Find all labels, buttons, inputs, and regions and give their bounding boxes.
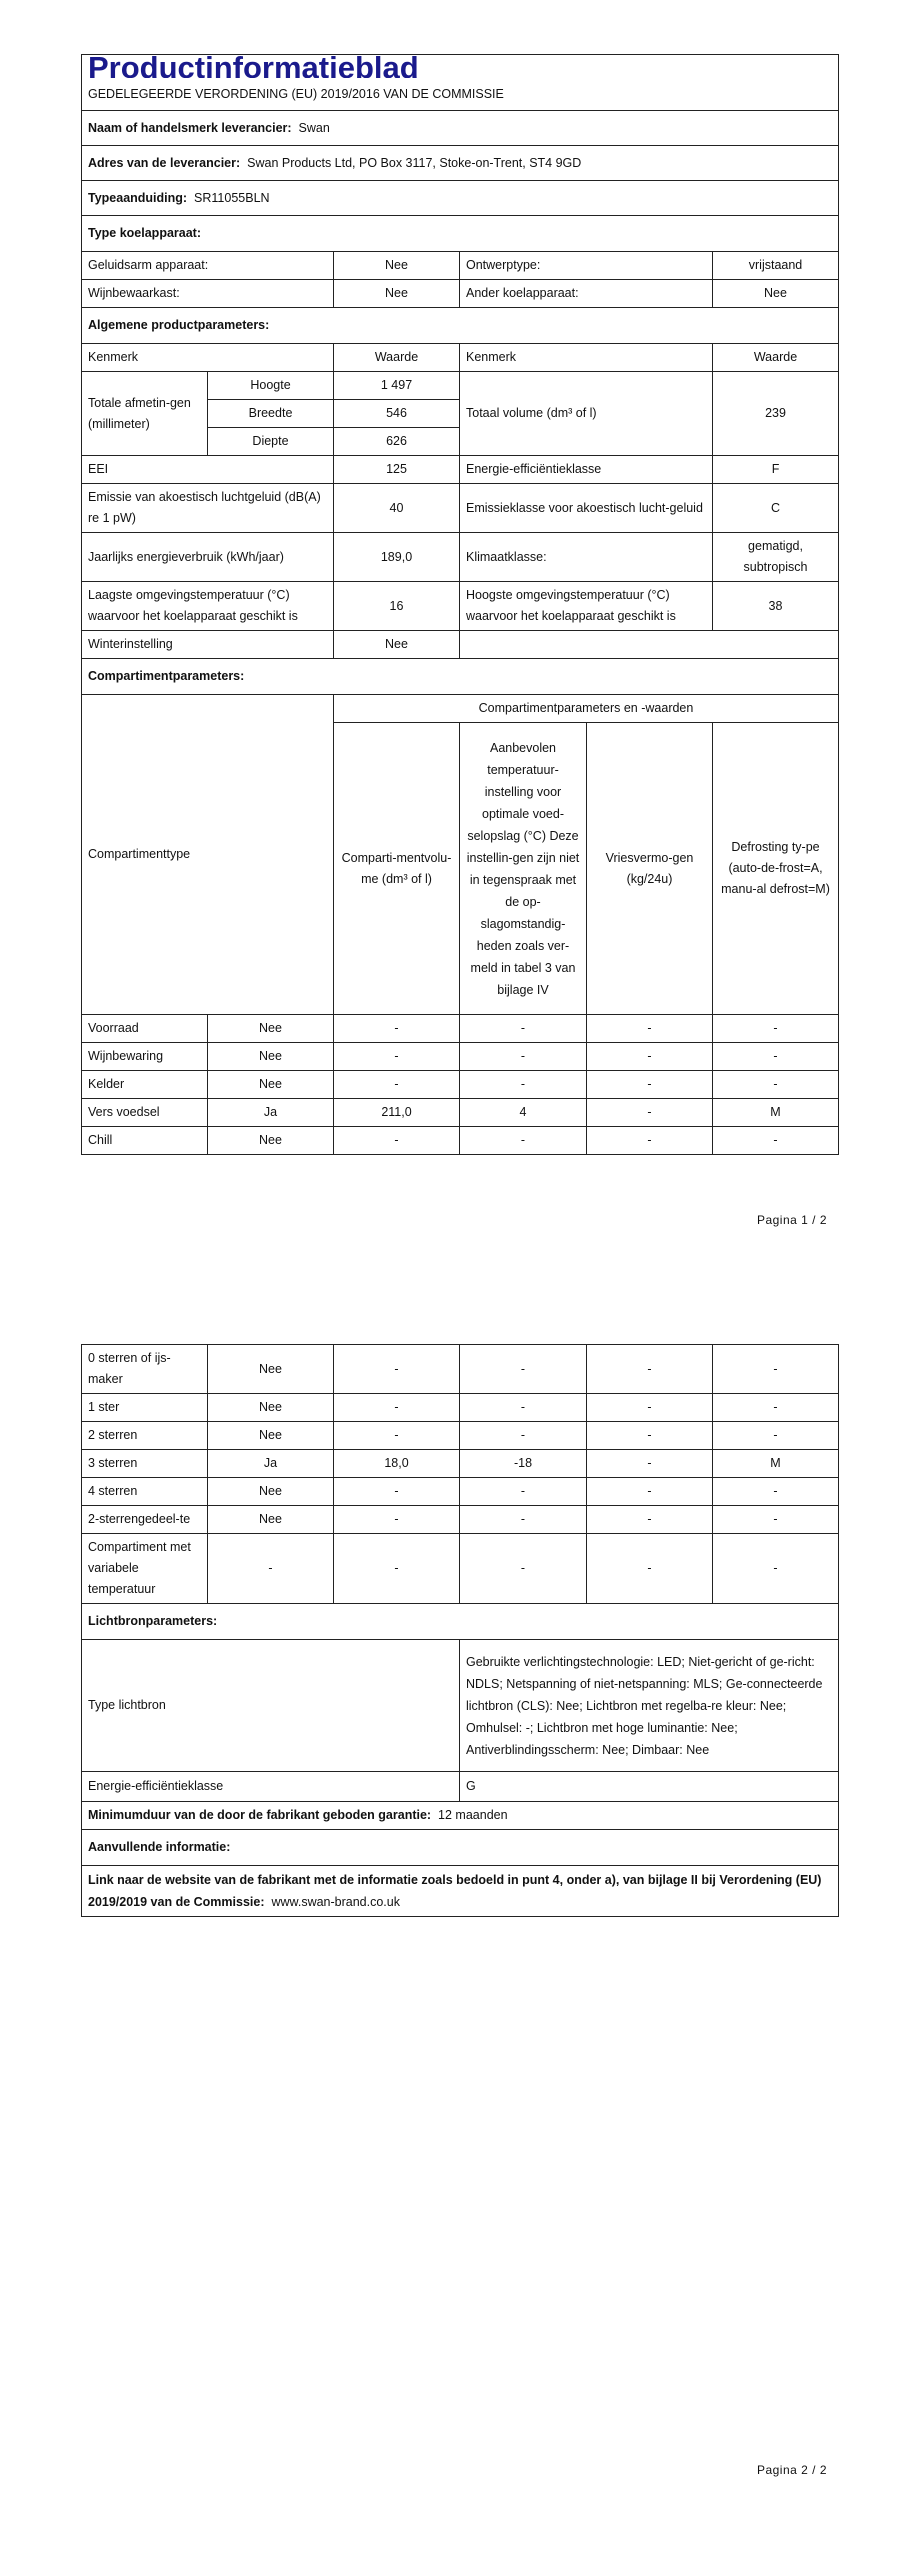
supplier-name-label: Naam of handelsmerk leverancier:: [88, 120, 292, 135]
compartment-type: 2-sterrengedeel-te: [82, 1506, 208, 1534]
compartment-defrost: -: [713, 1422, 839, 1450]
max-temp-label: Hoogste omgevingstemperatuur (°C) waarvoor het koelapparaat geschikt is: [460, 582, 713, 631]
width-label: Breedte: [208, 400, 334, 428]
annual-energy-value: 189,0: [334, 533, 460, 582]
dimensions-label: Totale afmetin-gen (millimeter): [82, 372, 208, 456]
compartment-freeze: -: [587, 1506, 713, 1534]
other-appliance-value: Nee: [713, 280, 839, 308]
appliance-type-row: [82, 252, 839, 280]
page-number: Pagina 2 / 2: [756, 2463, 827, 2477]
product-info-table-page-2: [81, 1344, 839, 1917]
col-header-recommended-temp: Aanbevolen temperatuur-instelling voor optimale voed-selopslag (°C) Deze instellin-gen zijn niet in tegenspraak met de op-slagomstandig-heden zoals ver-meld in tabel 3 van bijlage IV: [460, 723, 587, 1015]
table-row: [82, 1422, 839, 1450]
compartment-defrost: -: [713, 1506, 839, 1534]
width-value: 546: [334, 400, 460, 428]
compartment-defrost: -: [713, 1345, 839, 1394]
low-noise-value: Nee: [334, 252, 460, 280]
compartment-params-heading: Compartimentparameters:: [82, 659, 839, 695]
regulation-subtitle: GEDELEGEERDE VERORDENING (EU) 2019/2016 VAN DE COMMISSIE: [82, 78, 839, 111]
manufacturer-link-row: [82, 1866, 839, 1917]
max-temp-value: 38: [713, 582, 839, 631]
annual-energy-label: Jaarlijks energieverbruik (kWh/jaar): [82, 533, 334, 582]
compartment-present: Nee: [208, 1478, 334, 1506]
compartment-temp: -: [460, 1534, 587, 1604]
compartment-defrost: -: [713, 1534, 839, 1604]
col-header-waarde-2: Waarde: [713, 344, 839, 372]
compartment-present: Nee: [208, 1043, 334, 1071]
compartment-present: Nee: [208, 1422, 334, 1450]
wine-cabinet-label: Wijnbewaarkast:: [82, 280, 334, 308]
page-number: Pagina 1 / 2: [756, 1213, 827, 1227]
min-temp-label: Laagste omgevingstemperatuur (°C) waarvoor het koelapparaat geschikt is: [82, 582, 334, 631]
compartment-temp: -: [460, 1422, 587, 1450]
manufacturer-link[interactable]: www.swan-brand.co.uk: [271, 1895, 400, 1909]
table-row: [82, 1345, 839, 1394]
table-row: [82, 1478, 839, 1506]
table-row: [82, 1450, 839, 1478]
compartment-temp: -18: [460, 1450, 587, 1478]
compartment-present: Nee: [208, 1071, 334, 1099]
page-title: Productinformatieblad: [82, 55, 839, 79]
compartment-type: 4 sterren: [82, 1478, 208, 1506]
compartment-type: Chill: [82, 1127, 208, 1155]
appliance-type-heading: Type koelapparaat:: [82, 216, 839, 252]
compartment-volume: -: [334, 1506, 460, 1534]
compartment-type: Wijnbewaring: [82, 1043, 208, 1071]
height-label: Hoogte: [208, 372, 334, 400]
model-label: Typeaanduiding:: [88, 190, 188, 205]
col-header-waarde: Waarde: [334, 344, 460, 372]
supplier-address-label: Adres van de leverancier:: [88, 155, 241, 170]
supplier-address-value: Swan Products Ltd, PO Box 3117, Stoke-on-Trent, ST4 9GD: [247, 155, 582, 170]
compartment-type: Vers voedsel: [82, 1099, 208, 1127]
compartment-freeze: -: [587, 1127, 713, 1155]
design-type-label: Ontwerptype:: [460, 252, 713, 280]
empty-cell: [460, 631, 839, 659]
compartment-present: Nee: [208, 1015, 334, 1043]
energy-class-label: Energie-efficiëntieklasse: [460, 456, 713, 484]
compartment-freeze: -: [587, 1478, 713, 1506]
supplier-name-row: [82, 111, 839, 146]
additional-info-heading: Aanvullende informatie:: [82, 1830, 839, 1866]
warranty-value: 12 maanden: [438, 1808, 508, 1822]
compartment-type: Compartiment met variabele temperatuur: [82, 1534, 208, 1604]
page-2: [0, 1280, 905, 2560]
compartment-present: Nee: [208, 1345, 334, 1394]
compartment-freeze: -: [587, 1422, 713, 1450]
compartment-present: Ja: [208, 1450, 334, 1478]
supplier-address-row: [82, 146, 839, 181]
compartment-present: Nee: [208, 1394, 334, 1422]
col-header-volume: Comparti-mentvolu-me (dm³ of l): [334, 723, 460, 1015]
general-header-row: [82, 344, 839, 372]
noise-class-label: Emissieklasse voor akoestisch lucht-geluid: [460, 484, 713, 533]
compartment-defrost: -: [713, 1071, 839, 1099]
light-type-value: Gebruikte verlichtingstechnologie: LED; Niet-gericht of ge-richt: NDLS; Netspanning of niet-netspanning: MLS; Ge-connecteerde lichtbron (CLS): Nee; Lichtbron met regelba-re kleur: Nee; Omhulsel: -; Lichtbron met hoge luminantie: Nee; Antiverblindingsscherm: Nee; Dimbaar: Nee: [460, 1640, 839, 1772]
compartment-temp: -: [460, 1506, 587, 1534]
wine-cabinet-value: Nee: [334, 280, 460, 308]
compartment-type: 2 sterren: [82, 1422, 208, 1450]
light-class-label: Energie-efficiëntieklasse: [82, 1772, 460, 1802]
design-type-value: vrijstaand: [713, 252, 839, 280]
depth-label: Diepte: [208, 428, 334, 456]
compartment-volume: -: [334, 1345, 460, 1394]
low-noise-label: Geluidsarm apparaat:: [82, 252, 334, 280]
climate-class-label: Klimaatklasse:: [460, 533, 713, 582]
light-class-value: G: [460, 1772, 839, 1802]
compartment-present: Nee: [208, 1506, 334, 1534]
compartment-freeze: -: [587, 1534, 713, 1604]
table-row: [82, 1506, 839, 1534]
compartment-volume: 18,0: [334, 1450, 460, 1478]
noise-class-value: C: [713, 484, 839, 533]
model-value: SR11055BLN: [194, 190, 270, 205]
table-row: [82, 1071, 839, 1099]
manufacturer-link-label: Link naar de website van de fabrikant met de informatie zoals bedoeld in punt 4, onder a), van bijlage II bij Verordening (EU) 2019/2019 van de Commissie:: [88, 1873, 822, 1909]
compartment-defrost: -: [713, 1478, 839, 1506]
compartment-defrost: M: [713, 1099, 839, 1127]
compartment-temp: -: [460, 1345, 587, 1394]
noise-value: 40: [334, 484, 460, 533]
compartment-temp: -: [460, 1071, 587, 1099]
table-row: [82, 1534, 839, 1604]
compartment-defrost: -: [713, 1394, 839, 1422]
climate-class-value: gematigd, subtropisch: [713, 533, 839, 582]
winter-setting-value: Nee: [334, 631, 460, 659]
warranty-label: Minimumduur van de door de fabrikant geboden garantie:: [88, 1808, 432, 1822]
compartment-volume: -: [334, 1127, 460, 1155]
compartment-defrost: M: [713, 1450, 839, 1478]
min-temp-value: 16: [334, 582, 460, 631]
compartment-defrost: -: [713, 1015, 839, 1043]
table-row: [82, 1043, 839, 1071]
compartment-type: Voorraad: [82, 1015, 208, 1043]
light-type-label: Type lichtbron: [82, 1640, 460, 1772]
supplier-name-value: Swan: [298, 120, 330, 135]
compartment-present: -: [208, 1534, 334, 1604]
compartment-freeze: -: [587, 1015, 713, 1043]
compartment-volume: -: [334, 1422, 460, 1450]
compartment-type: 0 sterren of ijs-maker: [82, 1345, 208, 1394]
compartment-volume: -: [334, 1043, 460, 1071]
compartment-volume: 211,0: [334, 1099, 460, 1127]
compartment-freeze: -: [587, 1345, 713, 1394]
compartment-temp: -: [460, 1127, 587, 1155]
compartment-group-header: Compartimentparameters en -waarden: [334, 695, 839, 723]
height-value: 1 497: [334, 372, 460, 400]
total-volume-value: 239: [713, 372, 839, 456]
compartment-defrost: -: [713, 1043, 839, 1071]
light-params-heading: Lichtbronparameters:: [82, 1604, 839, 1640]
total-volume-label: Totaal volume (dm³ of l): [460, 372, 713, 456]
product-info-table-page-1: [81, 54, 839, 1155]
compartment-freeze: -: [587, 1071, 713, 1099]
col-header-defrost-type: Defrosting ty-pe (auto-de-frost=A, manu-al defrost=M): [713, 723, 839, 1015]
noise-label: Emissie van akoestisch luchtgeluid (dB(A) re 1 pW): [82, 484, 334, 533]
compartment-type: 1 ster: [82, 1394, 208, 1422]
compartment-type: Kelder: [82, 1071, 208, 1099]
compartment-temp: -: [460, 1015, 587, 1043]
other-appliance-label: Ander koelapparaat:: [460, 280, 713, 308]
compartment-freeze: -: [587, 1394, 713, 1422]
depth-value: 626: [334, 428, 460, 456]
energy-class-value: F: [713, 456, 839, 484]
compartment-freeze: -: [587, 1450, 713, 1478]
col-header-freezing-capacity: Vriesvermo-gen (kg/24u): [587, 723, 713, 1015]
general-params-heading: Algemene productparameters:: [82, 308, 839, 344]
compartment-type-header: Compartimenttype: [82, 695, 334, 1015]
appliance-type-row: [82, 280, 839, 308]
compartment-volume: -: [334, 1534, 460, 1604]
model-row: [82, 181, 839, 216]
table-row: [82, 1127, 839, 1155]
winter-setting-label: Winterinstelling: [82, 631, 334, 659]
compartment-type: 3 sterren: [82, 1450, 208, 1478]
eei-value: 125: [334, 456, 460, 484]
compartment-temp: -: [460, 1478, 587, 1506]
compartment-volume: -: [334, 1015, 460, 1043]
compartment-freeze: -: [587, 1099, 713, 1127]
warranty-row: [82, 1802, 839, 1830]
table-row: [82, 1394, 839, 1422]
compartment-temp: 4: [460, 1099, 587, 1127]
table-row: [82, 1015, 839, 1043]
compartment-defrost: -: [713, 1127, 839, 1155]
table-row: [82, 1099, 839, 1127]
compartment-volume: -: [334, 1071, 460, 1099]
col-header-kenmerk-2: Kenmerk: [460, 344, 713, 372]
compartment-freeze: -: [587, 1043, 713, 1071]
compartment-volume: -: [334, 1394, 460, 1422]
compartment-temp: -: [460, 1394, 587, 1422]
compartment-present: Nee: [208, 1127, 334, 1155]
compartment-present: Ja: [208, 1099, 334, 1127]
col-header-kenmerk: Kenmerk: [82, 344, 334, 372]
compartment-temp: -: [460, 1043, 587, 1071]
eei-label: EEI: [82, 456, 334, 484]
compartment-volume: -: [334, 1478, 460, 1506]
